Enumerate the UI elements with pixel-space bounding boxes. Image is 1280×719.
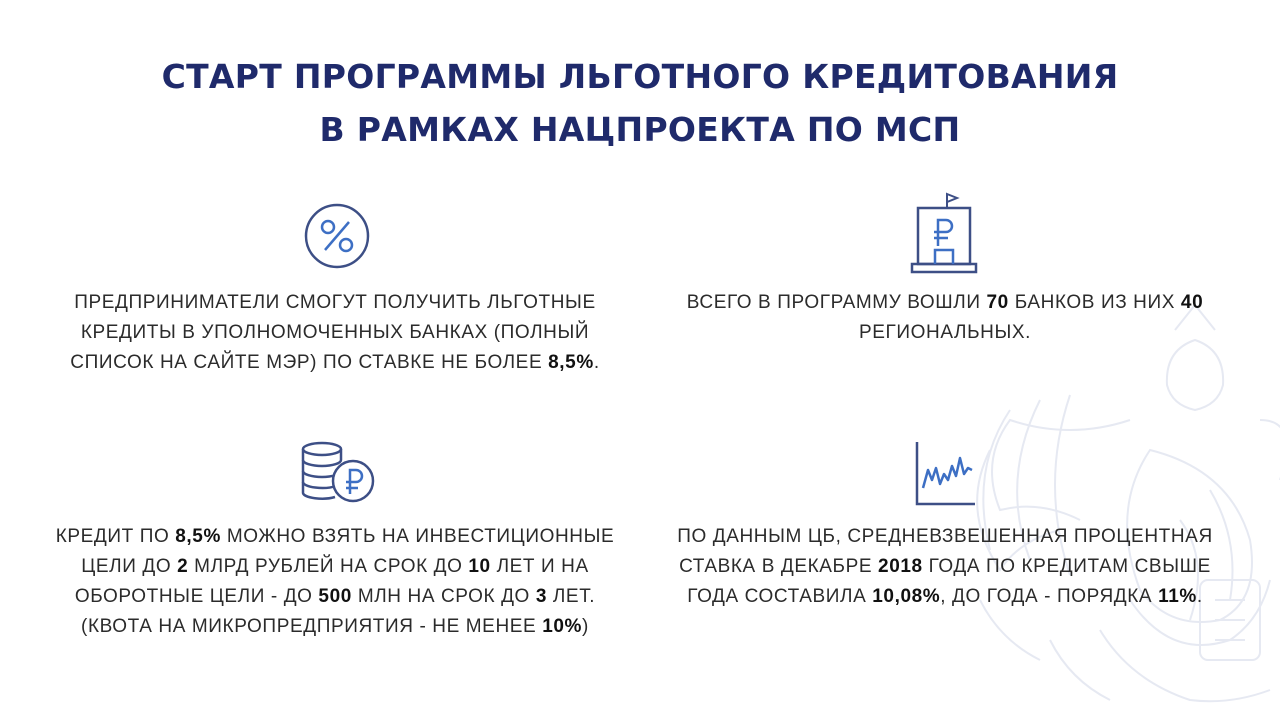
block4-line-3: ГОДА СОСТАВИЛА 10,08%, ДО ГОДА - ПОРЯДКА 11%. <box>687 586 1203 607</box>
bank-building-icon <box>910 192 978 276</box>
slide-title <box>0 50 1280 156</box>
block3-line-1: КРЕДИТ ПО 8,5% МОЖНО ВЗЯТЬ НА ИНВЕСТИЦИОННЫЕ <box>55 526 615 547</box>
block2-line-2: РЕГИОНАЛЬНЫХ. <box>858 322 1032 343</box>
block3-line-3: ОБОРОТНЫЕ ЦЕЛИ - ДО 500 МЛН НА СРОК ДО 3 ЛЕТ. <box>74 586 596 607</box>
text-block-banks-count <box>650 288 1240 348</box>
emblem-watermark-icon <box>950 300 1280 719</box>
block1-line-2: КРЕДИТЫ В УПОЛНОМОЧЕННЫХ БАНКАХ (ПОЛНЫЙ <box>80 322 590 343</box>
text-block-cb-rate <box>650 522 1240 612</box>
block2-line-1: ВСЕГО В ПРОГРАММУ ВОШЛИ 70 БАНКОВ ИЗ НИХ 40 <box>686 292 1204 313</box>
block1-line-1: ПРЕДПРИНИМАТЕЛИ СМОГУТ ПОЛУЧИТЬ ЛЬГОТНЫЕ <box>74 292 596 313</box>
text-block-preferential-loans <box>40 288 630 378</box>
block3-line-4: (КВОТА НА МИКРОПРЕДПРИЯТИЯ - НЕ МЕНЕЕ 10%) <box>81 616 589 637</box>
title-line-2: В РАМКАХ НАЦПРОЕКТА ПО МСП <box>319 110 961 149</box>
block4-line-2: СТАВКА В ДЕКАБРЕ 2018 ГОДА ПО КРЕДИТАМ СВЫШЕ <box>679 556 1211 577</box>
block3-line-2: ЦЕЛИ ДО 2 МЛРД РУБЛЕЙ НА СРОК ДО 10 ЛЕТ И НА <box>81 556 589 577</box>
block4-line-1: ПО ДАННЫМ ЦБ, СРЕДНЕВЗВЕШЕННАЯ ПРОЦЕНТНАЯ <box>677 526 1213 547</box>
line-chart-icon <box>913 440 979 508</box>
percent-icon <box>303 202 371 270</box>
coins-ruble-icon <box>300 440 378 506</box>
title-line-1: СТАРТ ПРОГРАММЫ ЛЬГОТНОГО КРЕДИТОВАНИЯ <box>161 57 1119 96</box>
block1-line-3: СПИСОК НА САЙТЕ МЭР) ПО СТАВКЕ НЕ БОЛЕЕ 8,5%. <box>70 352 600 373</box>
text-block-loan-terms <box>40 522 630 642</box>
